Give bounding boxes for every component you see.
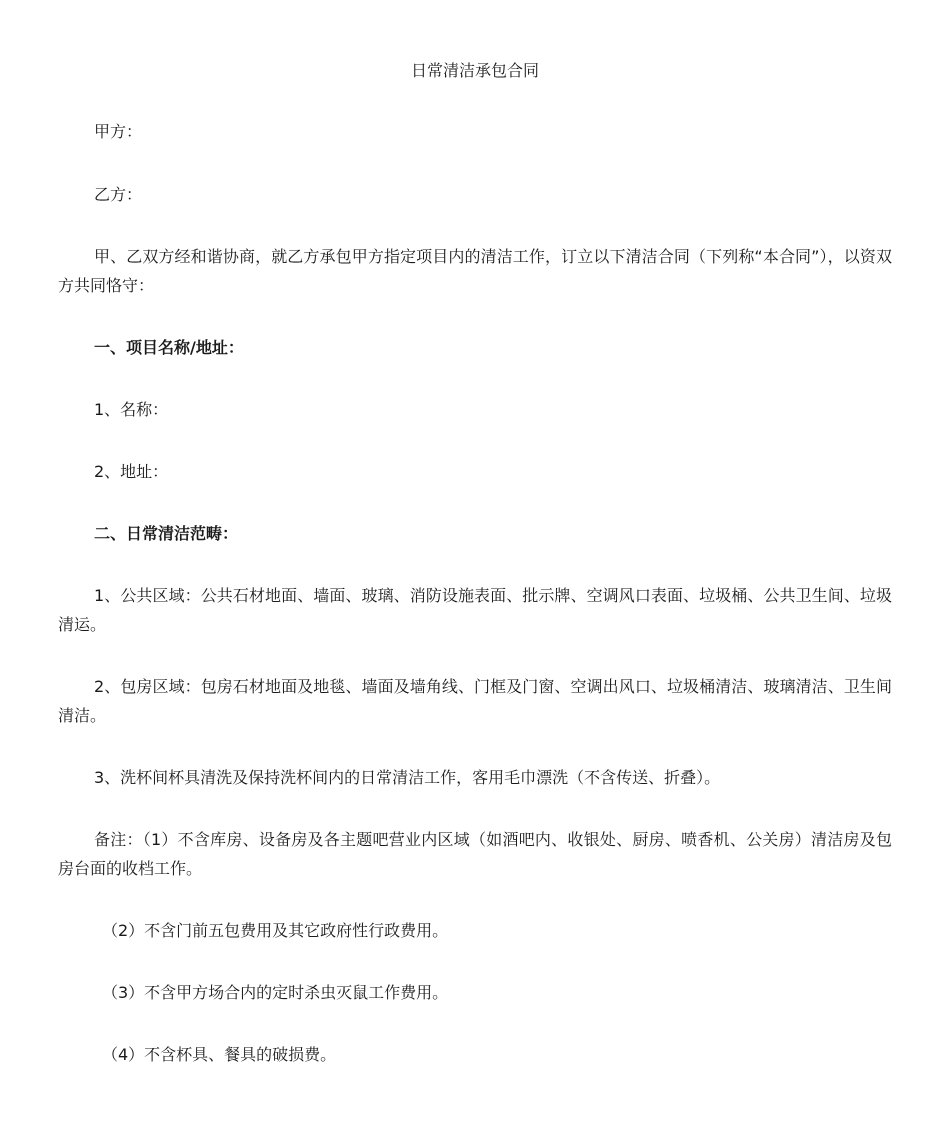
document-title: 日常清洁承包合同 [410,61,539,80]
note-paragraph-4: （4）不含杯具、餐具的破损费。 [102,1045,337,1064]
section-2-item-public-area: 1、公共区域：公共石材地面、墙面、玻璃、消防设施表面、批示牌、空调风口表面、垃圾桶、公共卫生间、垃圾清运。 [58,586,892,634]
section-1-item-address: 2、地址： [94,462,169,481]
section-1-item-name: 1、名称： [94,400,169,419]
party-b-line: 乙方： [94,185,143,204]
party-a-line: 甲方： [94,122,143,141]
note-paragraph-2: （2）不含门前五包费用及其它政府性行政费用。 [102,921,449,940]
section-1-heading: 一、项目名称/地址： [94,338,244,357]
section-2-heading: 二、日常清洁范畴： [94,524,239,543]
section-2-item-private-room: 2、包房区域：包房石材地面及地毯、墙面及墙角线、门框及门窗、空调出风口、垃圾桶清洁、玻璃清洁、卫生间清洁。 [58,677,892,725]
intro-paragraph: 甲、乙双方经和谐协商，就乙方承包甲方指定项目内的清洁工作，订立以下清洁合同（下列称“本合同”），以资双方共同恪守： [58,247,892,295]
section-2-item-cup-washing: 3、洗杯间杯具清洗及保持洗杯间内的日常清洁工作，客用毛巾漂洗（不含传送、折叠）。 [94,768,721,787]
note-paragraph-3: （3）不含甲方场合内的定时杀虫灭鼠工作费用。 [102,983,449,1002]
note-paragraph-1: 备注：（1）不含库房、设备房及各主题吧营业内区域（如酒吧内、收银处、厨房、喷香机、公关房）清洁房及包房台面的收档工作。 [58,830,892,878]
